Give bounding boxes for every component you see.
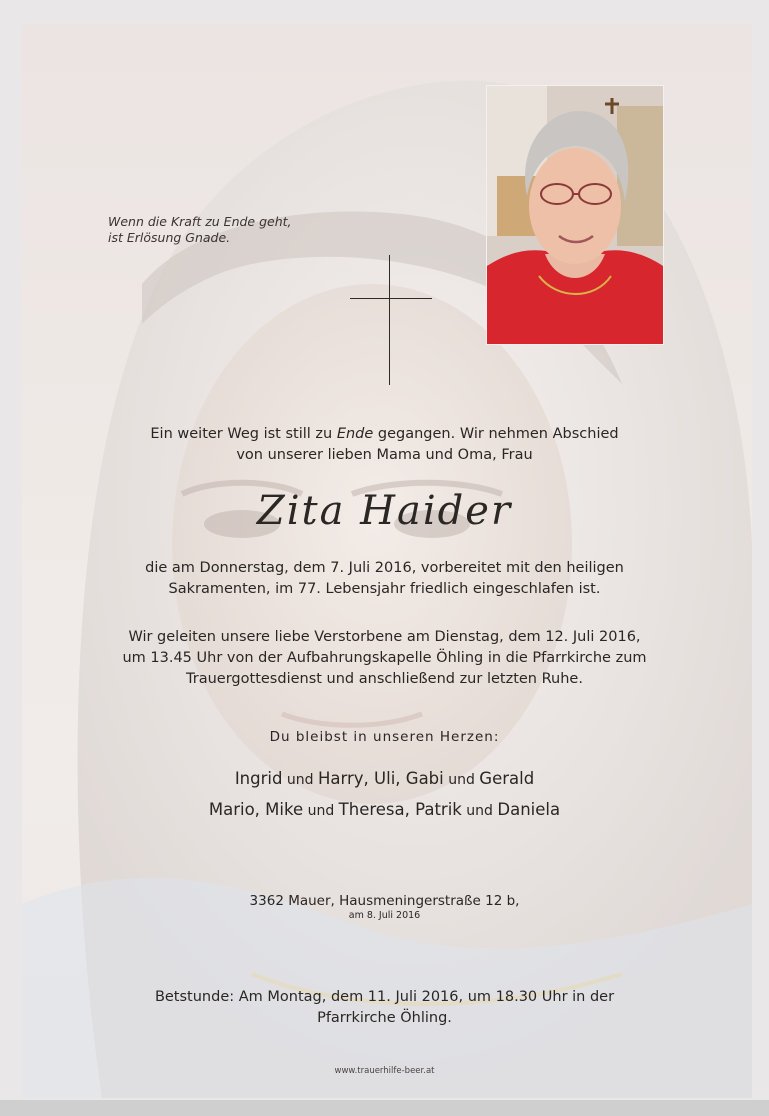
death-line-2: Sakramenten, im 77. Lebensjahr friedlich eingeschlafen ist. xyxy=(168,581,601,597)
family-names: Daniela xyxy=(497,800,561,819)
family-names: Ingrid xyxy=(234,769,283,788)
intro-text-a: Ein weiter Weg ist still zu xyxy=(150,426,337,442)
portrait-photo xyxy=(486,85,664,345)
funeral-line-2: um 13.45 Uhr von der Aufbahrungskapelle Öhling in die Pfarrkirche zum xyxy=(122,650,647,666)
family-names: Harry, Uli, Gabi xyxy=(318,769,444,788)
death-line-1: die am Donnerstag, dem 7. Juli 2016, vorbereitet mit den heiligen xyxy=(145,560,624,576)
intro-text xyxy=(0,424,769,466)
address: 3362 Mauer, Hausmeningerstraße 12 b, xyxy=(249,893,520,909)
website-link[interactable]: www.trauerhilfe-beer.at xyxy=(334,1066,435,1076)
funeral-info xyxy=(0,627,769,690)
quote-line-2: ist Erlösung Gnade. xyxy=(108,230,231,245)
quote-line-1: Wenn die Kraft zu Ende geht, xyxy=(108,214,292,229)
prayer-line-2: Pfarrkirche Öhling. xyxy=(317,1010,452,1026)
family-row-2 xyxy=(0,795,769,826)
family-names: Theresa, Patrik xyxy=(338,800,462,819)
deceased-name: Zita Haider xyxy=(256,488,513,534)
quote xyxy=(108,214,368,246)
hearts-heading: Du bleibst in unseren Herzen: xyxy=(269,729,500,745)
intro-text-b: gegangen. Wir nehmen Abschied xyxy=(373,426,619,442)
intro-line-2: von unserer lieben Mama und Oma, Frau xyxy=(236,447,533,463)
family-names: Gerald xyxy=(479,769,535,788)
bottom-edge xyxy=(0,1100,769,1116)
intro-emphasis: Ende xyxy=(336,426,374,442)
intro-line-1 xyxy=(0,424,769,445)
family-row-1 xyxy=(0,764,769,795)
funeral-line-3: Trauergottesdienst und anschließend zur letzten Ruhe. xyxy=(186,671,583,687)
family-list xyxy=(0,764,769,826)
family-conjunction: und xyxy=(443,772,480,788)
death-notice xyxy=(0,558,769,600)
prayer-line-1: Betstunde: Am Montag, dem 11. Juli 2016, um 18.30 Uhr in der xyxy=(154,989,615,1005)
notice-date: am 8. Juli 2016 xyxy=(348,910,421,921)
prayer-info xyxy=(0,987,769,1029)
family-names: Mario, Mike xyxy=(208,800,304,819)
family-conjunction: und xyxy=(461,803,498,819)
family-conjunction: und xyxy=(282,772,318,788)
cross-icon xyxy=(350,255,432,385)
family-conjunction: und xyxy=(303,803,339,819)
funeral-line-1: Wir geleiten unsere liebe Verstorbene am Dienstag, dem 12. Juli 2016, xyxy=(128,629,641,645)
